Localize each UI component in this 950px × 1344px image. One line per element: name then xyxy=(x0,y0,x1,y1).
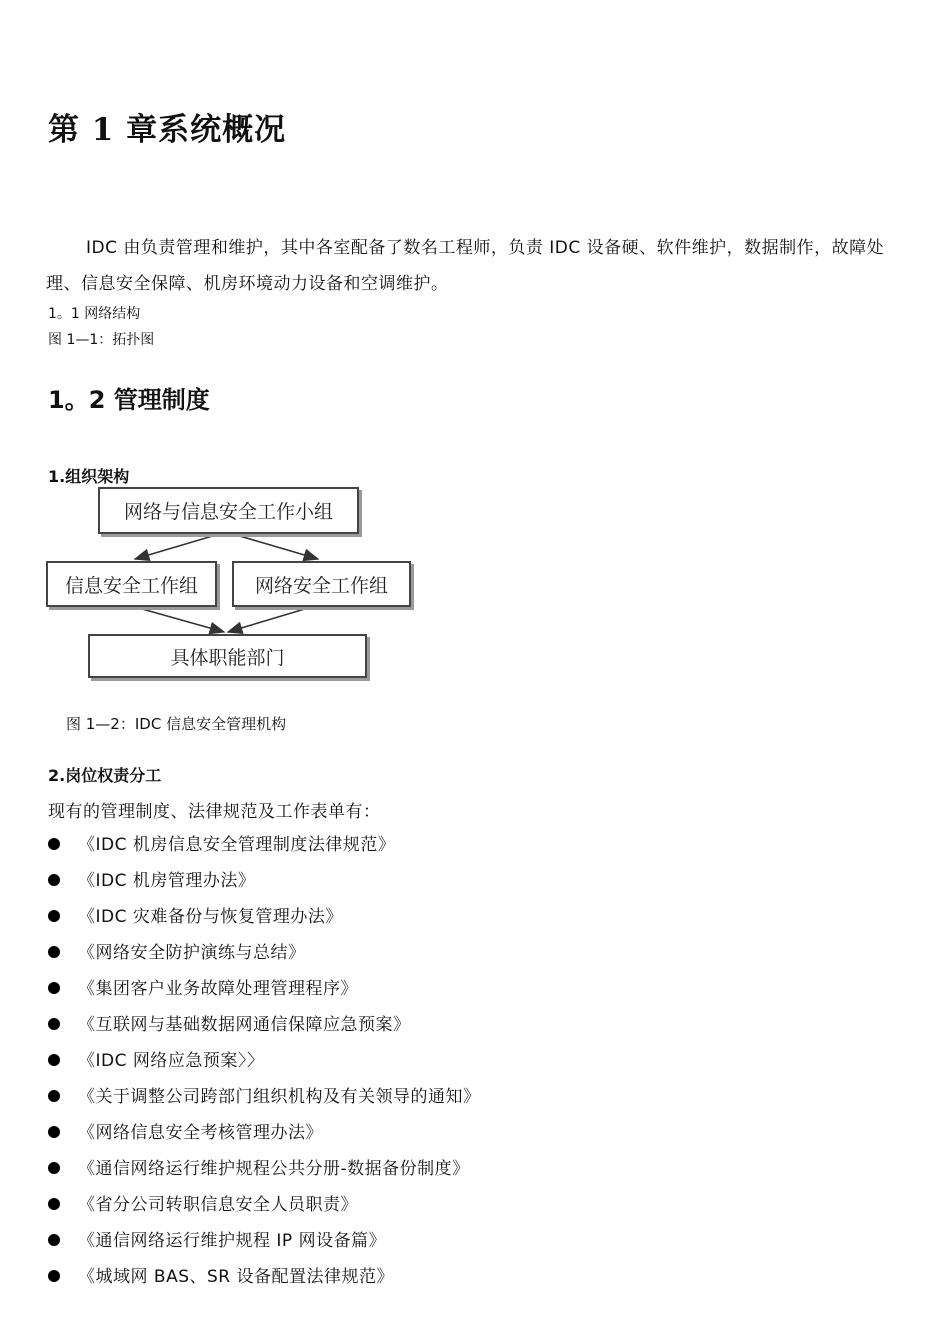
existing-docs-intro: 现有的管理制度、法律规范及工作表单有： xyxy=(48,802,381,822)
bullet-icon xyxy=(48,1126,60,1138)
document-title: 《省分公司转职信息安全人员职责》 xyxy=(78,1195,358,1215)
document-title: 《网络安全防护演练与总结》 xyxy=(78,943,306,963)
bullet-icon xyxy=(48,1270,60,1282)
bullet-icon xyxy=(48,1162,60,1174)
intro-paragraph: IDC 由负责管理和维护，其中各室配备了数名工程师，负责 IDC 设备硬、软件维护，数据制作，故障处理、信息安全保障、机房环境动力设备和空调维护。 xyxy=(46,238,885,294)
bullet-icon xyxy=(48,982,60,994)
document-title: 《IDC 灾难备份与恢复管理办法》 xyxy=(78,907,343,927)
document-title: 《通信网络运行维护规程公共分册-数据备份制度》 xyxy=(78,1159,470,1179)
document-title: 《IDC 机房管理办法》 xyxy=(78,871,256,891)
org-box-left: 信息安全工作组 xyxy=(46,561,217,607)
section-heading-1-1: 1。1 网络结构 xyxy=(48,306,141,322)
section-heading-1-2: 1。2 管理制度 xyxy=(48,386,210,414)
connector-top-to-right xyxy=(226,532,318,559)
connector-right-to-bottom xyxy=(228,605,318,632)
bullet-icon xyxy=(48,874,60,886)
document-title: 《网络信息安全考核管理办法》 xyxy=(78,1123,323,1143)
document-title: 《通信网络运行维护规程 IP 网设备篇》 xyxy=(78,1231,387,1251)
document-title: 《集团客户业务故障处理管理程序》 xyxy=(78,979,358,999)
org-box-top: 网络与信息安全工作小组 xyxy=(98,487,359,534)
bullet-icon xyxy=(48,1054,60,1066)
bullet-icon xyxy=(48,1090,60,1102)
figure-caption-1-2: 图 1—2：IDC 信息安全管理机构 xyxy=(66,715,287,733)
document-title: 《城域网 BAS、SR 设备配置法律规范》 xyxy=(78,1267,394,1287)
org-box-right: 网络安全工作组 xyxy=(232,561,411,607)
connector-top-to-left xyxy=(135,532,226,559)
document-title: 《IDC 机房信息安全管理制度法律规范》 xyxy=(78,835,396,855)
org-box-bottom: 具体职能部门 xyxy=(88,634,367,678)
bullet-icon xyxy=(48,838,60,850)
document-title: 《IDC 网络应急预案〉〉 xyxy=(78,1051,265,1071)
bullet-icon xyxy=(48,1198,60,1210)
bullet-icon xyxy=(48,1018,60,1030)
document-title: 《关于调整公司跨部门组织机构及有关领导的通知》 xyxy=(78,1087,481,1107)
bullet-icon xyxy=(48,946,60,958)
subsection-heading-duties: 2.岗位权责分工 xyxy=(48,766,162,785)
connector-left-to-bottom xyxy=(128,605,224,632)
subsection-heading-org: 1.组织架构 xyxy=(48,467,130,486)
bullet-icon xyxy=(48,910,60,922)
document-title: 《互联网与基础数据网通信保障应急预案》 xyxy=(78,1015,411,1035)
bullet-icon xyxy=(48,1234,60,1246)
chapter-title: 第 1 章系统概况 xyxy=(48,112,287,148)
figure-caption-1-1: 图 1—1：拓扑图 xyxy=(48,332,155,348)
